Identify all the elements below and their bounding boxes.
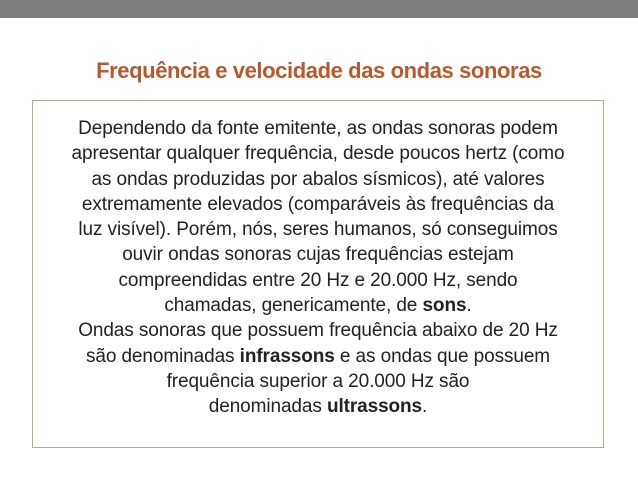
term-sons: sons <box>422 295 467 317</box>
paragraph-1-last-line <box>34 293 602 318</box>
paragraph-1 <box>34 116 602 318</box>
paragraph-2 <box>34 318 602 419</box>
paragraph-1-line: ouvir ondas sonoras cujas frequências estejam <box>122 244 514 266</box>
paragraph-2-line-2 <box>34 344 602 369</box>
paragraph-1-line: luz visível). Porém, nós, seres humanos, só conseguimos <box>78 219 558 241</box>
paragraph-2-line-4-end: . <box>422 396 428 418</box>
paragraph-1-line: Dependendo da fonte emitente, as ondas sonoras podem <box>78 118 558 139</box>
top-bar <box>0 0 638 18</box>
paragraph-1-last-line-start: chamadas, genericamente, de <box>164 295 423 317</box>
paragraph-2-line-1: Ondas sonoras que possuem frequência abaixo de 20 Hz <box>78 320 558 342</box>
paragraph-2-line-4 <box>34 394 602 419</box>
paragraph-1-line: apresentar qualquer frequência, desde poucos hertz (como <box>71 143 565 165</box>
term-infrassons: infrassons <box>239 345 335 367</box>
paragraph-1-line: compreendidas entre 20 Hz e 20.000 Hz, sendo <box>118 269 518 291</box>
slide-title: Frequência e velocidade das ondas sonoras <box>96 58 542 83</box>
paragraph-1-line: extremamente elevados (comparáveis às frequências da <box>81 193 555 215</box>
paragraph-1-last-line-end: . <box>466 295 472 317</box>
term-ultrassons: ultrassons <box>326 396 423 418</box>
paragraph-2-line-4-start: denominadas <box>208 396 327 418</box>
body-text <box>34 116 602 420</box>
paragraph-2-line-3: frequência superior a 20.000 Hz são <box>166 370 470 392</box>
paragraph-1-line: as ondas produzidas por abalos sísmicos), até valores <box>91 168 545 190</box>
paragraph-2-line-2-end: e as ondas que possuem <box>334 345 551 367</box>
paragraph-2-line-2-start: são denominadas <box>85 345 240 367</box>
